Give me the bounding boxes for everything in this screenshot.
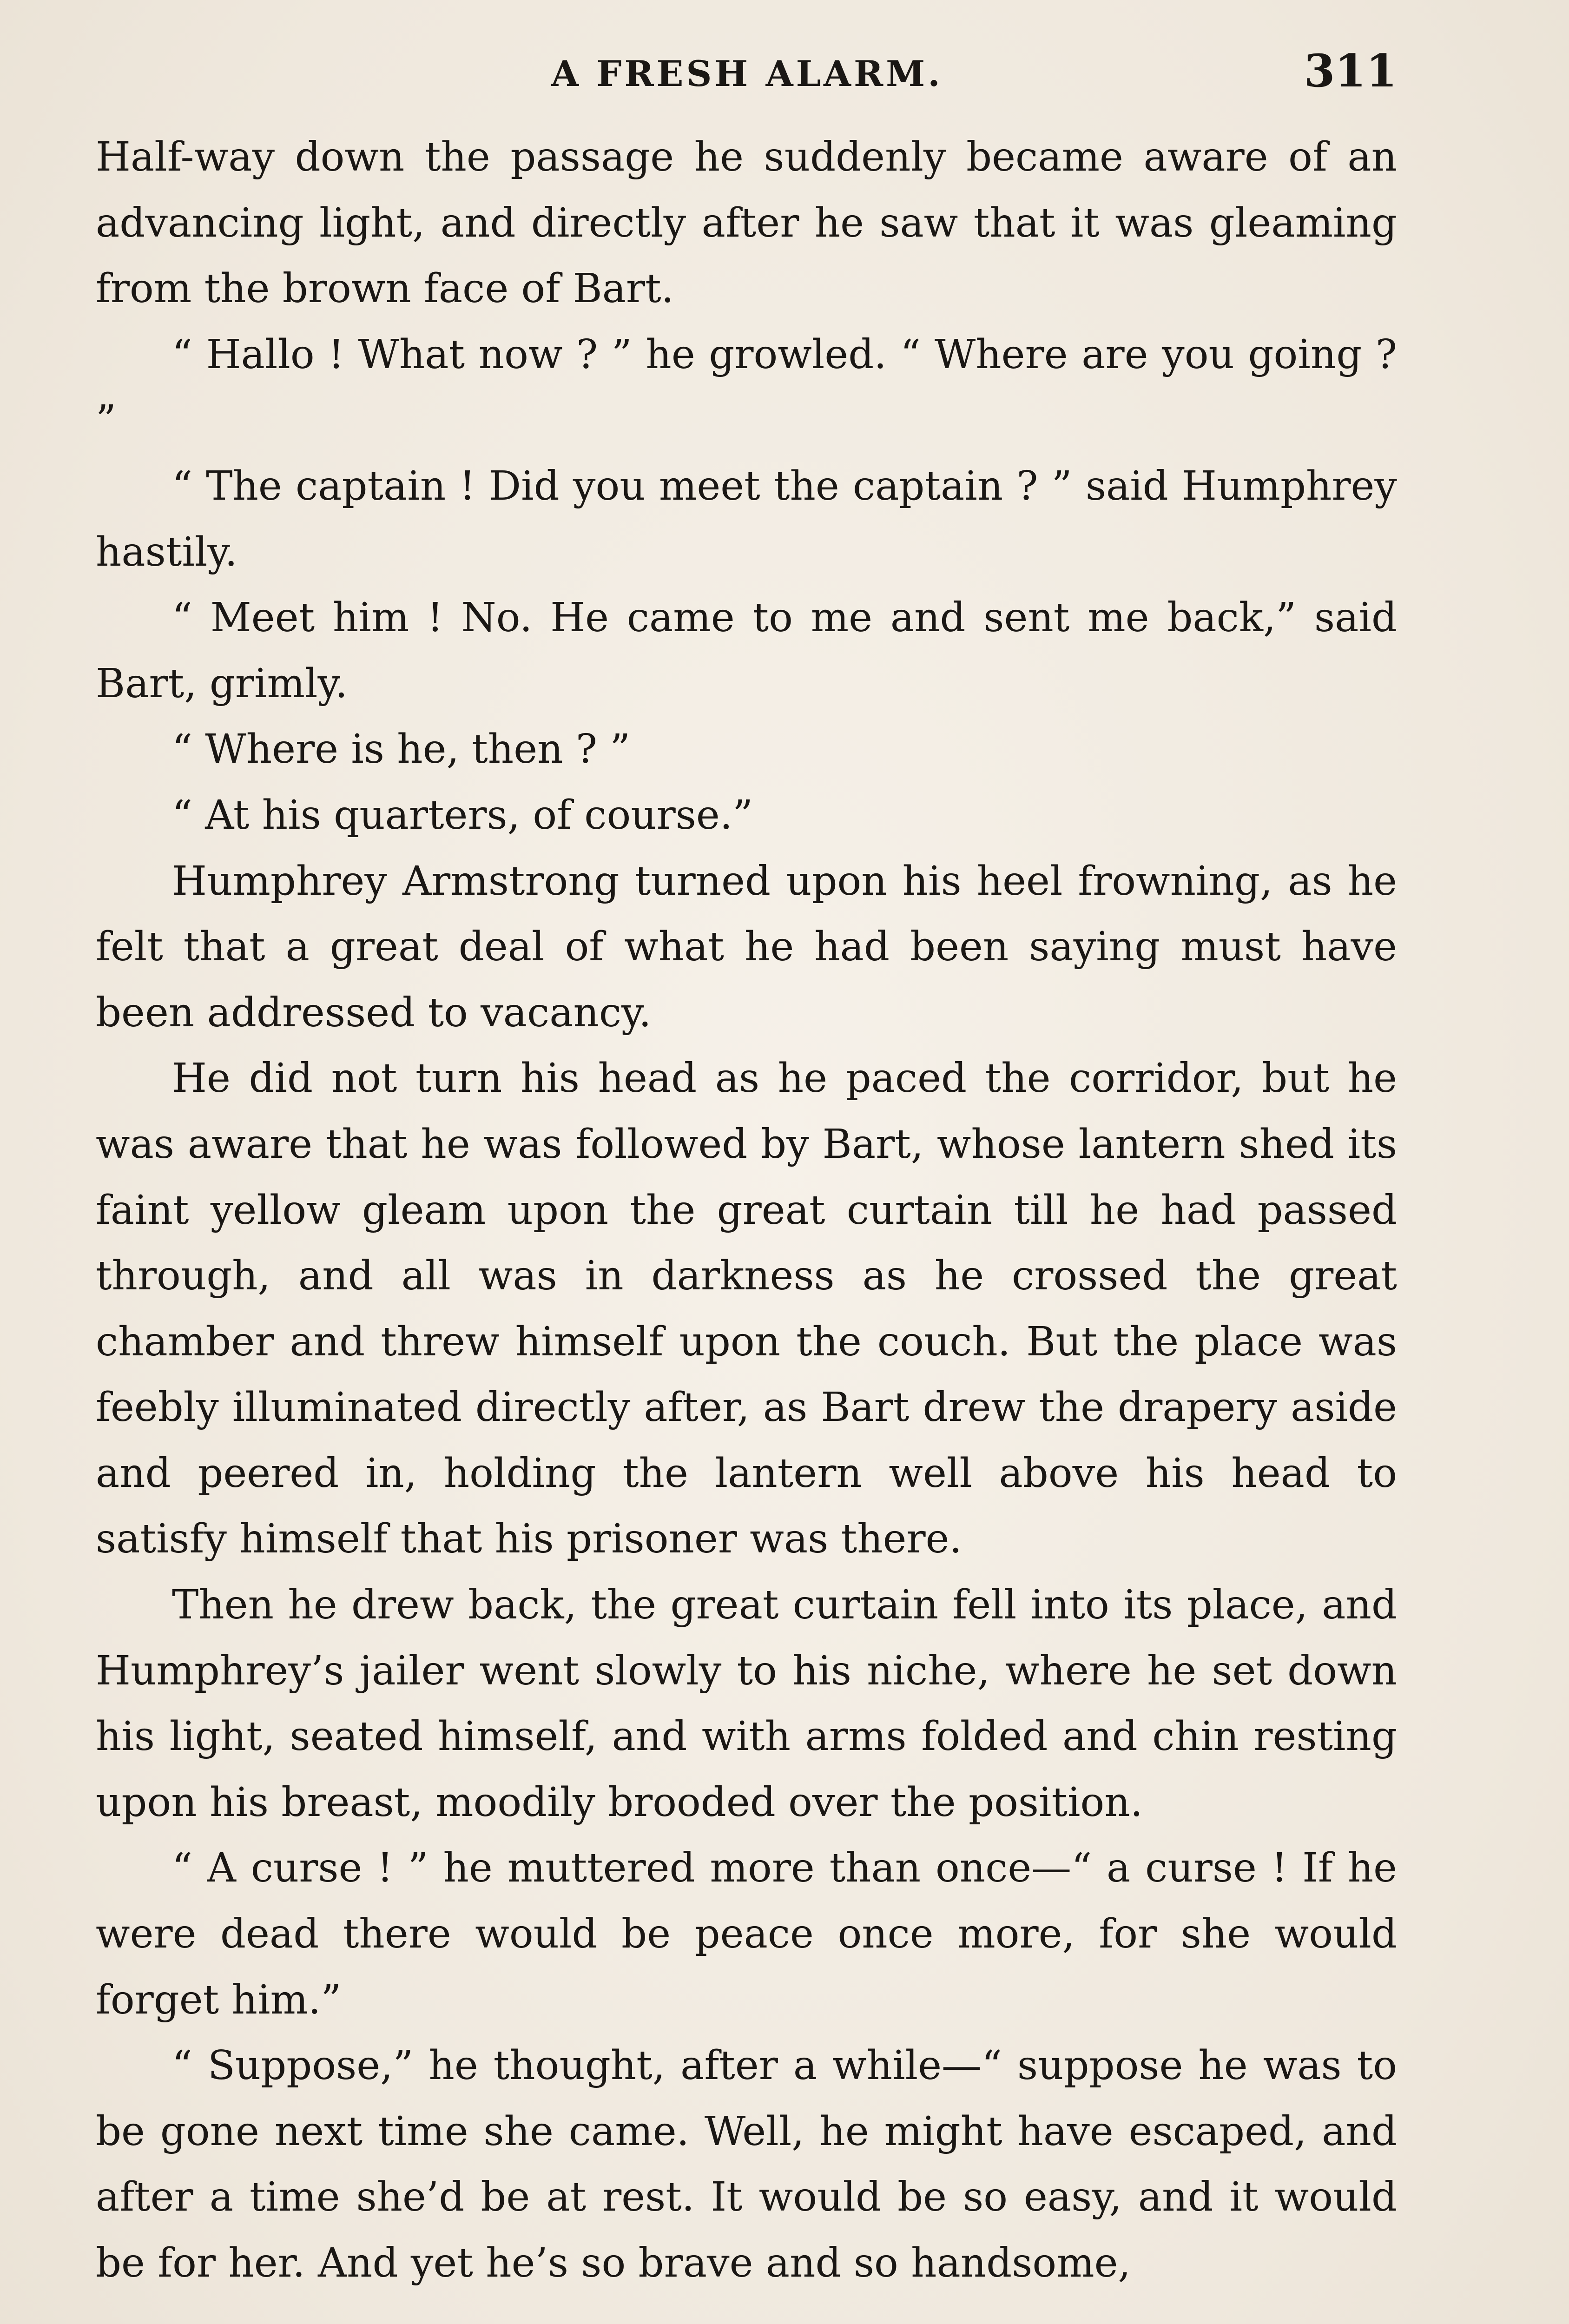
body-text [96,125,1397,2297]
paragraph: He did not turn his head as he paced the corridor, but he was aware that he was followed by Bart, whose lantern shed its faint yellow gleam upon the great curtain till he had passed through, and all was in darkness as he crossed the great chamber and threw himself upon the couch. But the place was feebly illuminated directly after, as Bart drew the drapery aside and peered in, holding the lantern well above his head to satisfy himself that his prisoner was there. [96,1055,1397,1563]
paragraph: “ The captain ! Did you meet the captain ? ” said Humphrey hastily. [96,462,1397,575]
paragraph: “ Suppose,” he thought, after a while—“ suppose he was to be gone next time she came. Well, he might have escaped, and after a time she’d be at rest. It would be so easy, and it would be for her. And yet he’s so brave and so handsome, [96,2042,1397,2286]
running-title: A FRESH ALARM. [551,53,943,94]
paragraph: Then he drew back, the great curtain fell into its place, and Humphrey’s jailer went slowly to his niche, where he set down his light, seated himself, and with arms folded and chin resting upon his breast, moodily brooded over the position. [96,1582,1397,1826]
paragraph: “ Where is he, then ? ” [172,726,631,773]
paragraph: “ Hallo ! What now ? ” he growled. “ Where are you going ? ” [96,331,1397,444]
paragraph: “ Meet him ! No. He came to me and sent me back,” said Bart, grimly. [96,594,1397,707]
paragraph: Half-way down the passage he suddenly became aware of an advancing light, and directly after he saw that it was gleaming from the brown face of Bart. [96,134,1397,312]
page-number: 311 [1304,45,1397,97]
paragraph: “ At his quarters, of course.” [172,792,753,838]
paragraph: “ A curse ! ” he muttered more than once—“ a curse ! If he were dead there would be peace once more, for she would forget him.” [96,1845,1397,2023]
paragraph: Humphrey Armstrong turned upon his heel frowning, as he felt that a great deal of what he had been saying must have been addressed to vacancy. [96,858,1397,1036]
running-head [96,45,1397,100]
